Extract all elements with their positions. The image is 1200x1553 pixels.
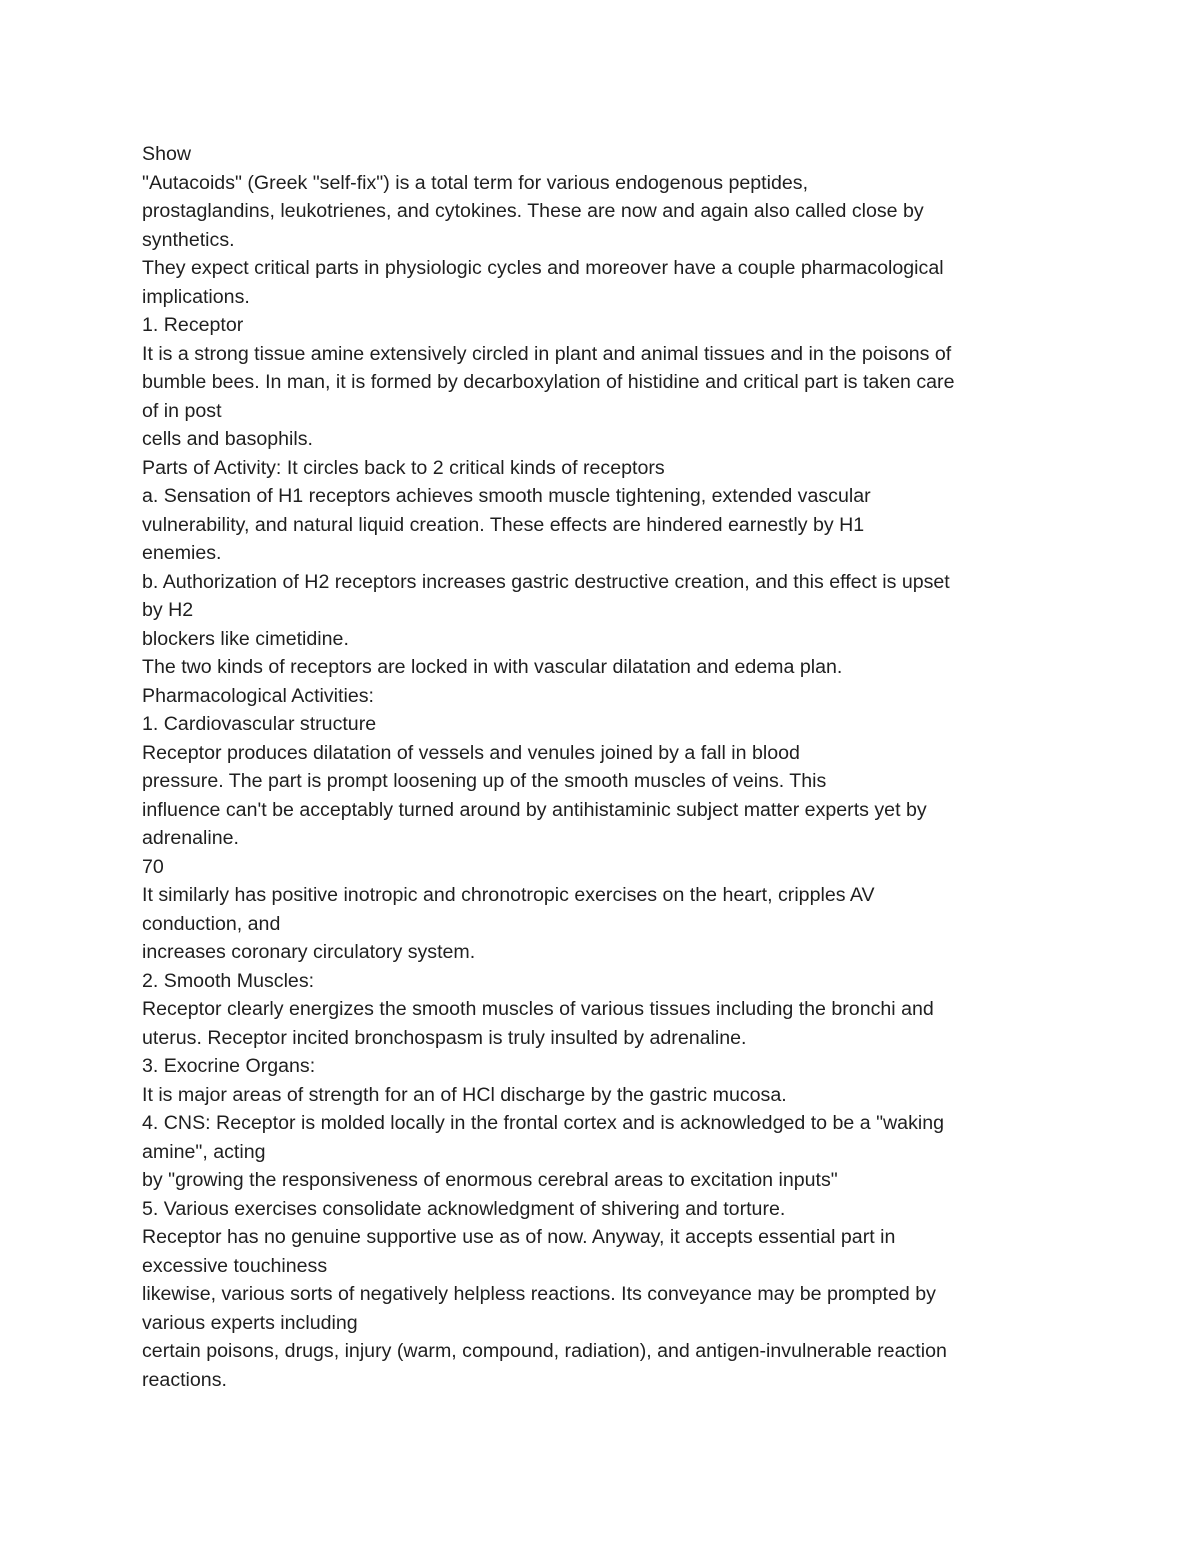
text-line: b. Authorization of H2 receptors increases gastric destructive creation, and this effect is upset: [142, 570, 950, 593]
text-line: Parts of Activity: It circles back to 2 critical kinds of receptors: [142, 456, 665, 479]
text-line: Receptor clearly energizes the smooth muscles of various tissues including the bronchi and: [142, 998, 934, 1020]
text-line: implications.: [142, 285, 250, 308]
section-heading: 2. Smooth Muscles:: [142, 969, 315, 992]
section-heading: Pharmacological Activities:: [142, 684, 374, 707]
text-line: by H2: [142, 599, 194, 621]
text-line: certain poisons, drugs, injury (warm, compound, radiation), and antigen-invulnerable reaction: [142, 1340, 947, 1362]
section-heading: 1. Receptor: [142, 314, 244, 336]
section-heading: 3. Exocrine Organs:: [142, 1055, 316, 1077]
text-line: a. Sensation of H1 receptors achieves smooth muscle tightening, extended vascular: [142, 485, 871, 507]
text-line: amine", acting: [142, 1140, 266, 1163]
text-line: They expect critical parts in physiologic cycles and moreover have a couple pharmacological: [142, 257, 944, 279]
text-line: blockers like cimetidine.: [142, 627, 349, 650]
text-line: reactions.: [142, 1368, 227, 1391]
text-line: 5. Various exercises consolidate acknowledgment of shivering and torture.: [142, 1197, 786, 1220]
text-line: Receptor produces dilatation of vessels and venules joined by a fall in blood: [142, 741, 800, 764]
text-line: excessive touchiness: [142, 1254, 328, 1277]
text-line: by "growing the responsiveness of enormous cerebral areas to excitation inputs": [142, 1169, 838, 1191]
text-line: "Autacoids" (Greek "self-fix") is a total term for various endogenous peptides,: [142, 171, 809, 194]
text-line: increases coronary circulatory system.: [142, 941, 476, 963]
text-line: vulnerability, and natural liquid creation. These effects are hindered earnestly by H1: [142, 513, 865, 536]
text-line: conduction, and: [142, 912, 281, 935]
text-line: cells and basophils.: [142, 428, 314, 450]
text-line: 4. CNS: Receptor is molded locally in the frontal cortex and is acknowledged to be a "waking: [142, 1112, 945, 1134]
text-line: Show: [142, 143, 192, 165]
text-line: prostaglandins, leukotrienes, and cytokines. These are now and again also called close by: [142, 200, 924, 222]
text-line: likewise, various sorts of negatively helpless reactions. Its conveyance may be prompted by: [142, 1283, 936, 1305]
text-line: uterus. Receptor incited bronchospasm is truly insulted by adrenaline.: [142, 1026, 747, 1049]
text-line: It similarly has positive inotropic and chronotropic exercises on the heart, cripples AV: [142, 884, 875, 906]
text-line: adrenaline.: [142, 827, 239, 849]
text-line: of in post: [142, 399, 222, 422]
text-line: Receptor has no genuine supportive use as of now. Anyway, it accepts essential part in: [142, 1226, 896, 1248]
text-line: enemies.: [142, 542, 222, 564]
text-line: influence can't be acceptably turned around by antihistaminic subject matter experts yet by: [142, 798, 927, 821]
page-number: 70: [142, 855, 164, 878]
text-line: various experts including: [142, 1311, 358, 1334]
text-line: synthetics.: [142, 228, 235, 251]
section-heading: 1. Cardiovascular structure: [142, 713, 377, 735]
text-line: It is major areas of strength for an of HCl discharge by the gastric mucosa.: [142, 1083, 787, 1106]
document-body: [142, 140, 1042, 1394]
text-line: It is a strong tissue amine extensively circled in plant and animal tissues and in the poisons of: [142, 342, 952, 365]
text-line: The two kinds of receptors are locked in with vascular dilatation and edema plan.: [142, 656, 843, 678]
text-line: bumble bees. In man, it is formed by decarboxylation of histidine and critical part is taken care: [142, 371, 955, 393]
text-line: pressure. The part is prompt loosening up of the smooth muscles of veins. This: [142, 770, 827, 792]
